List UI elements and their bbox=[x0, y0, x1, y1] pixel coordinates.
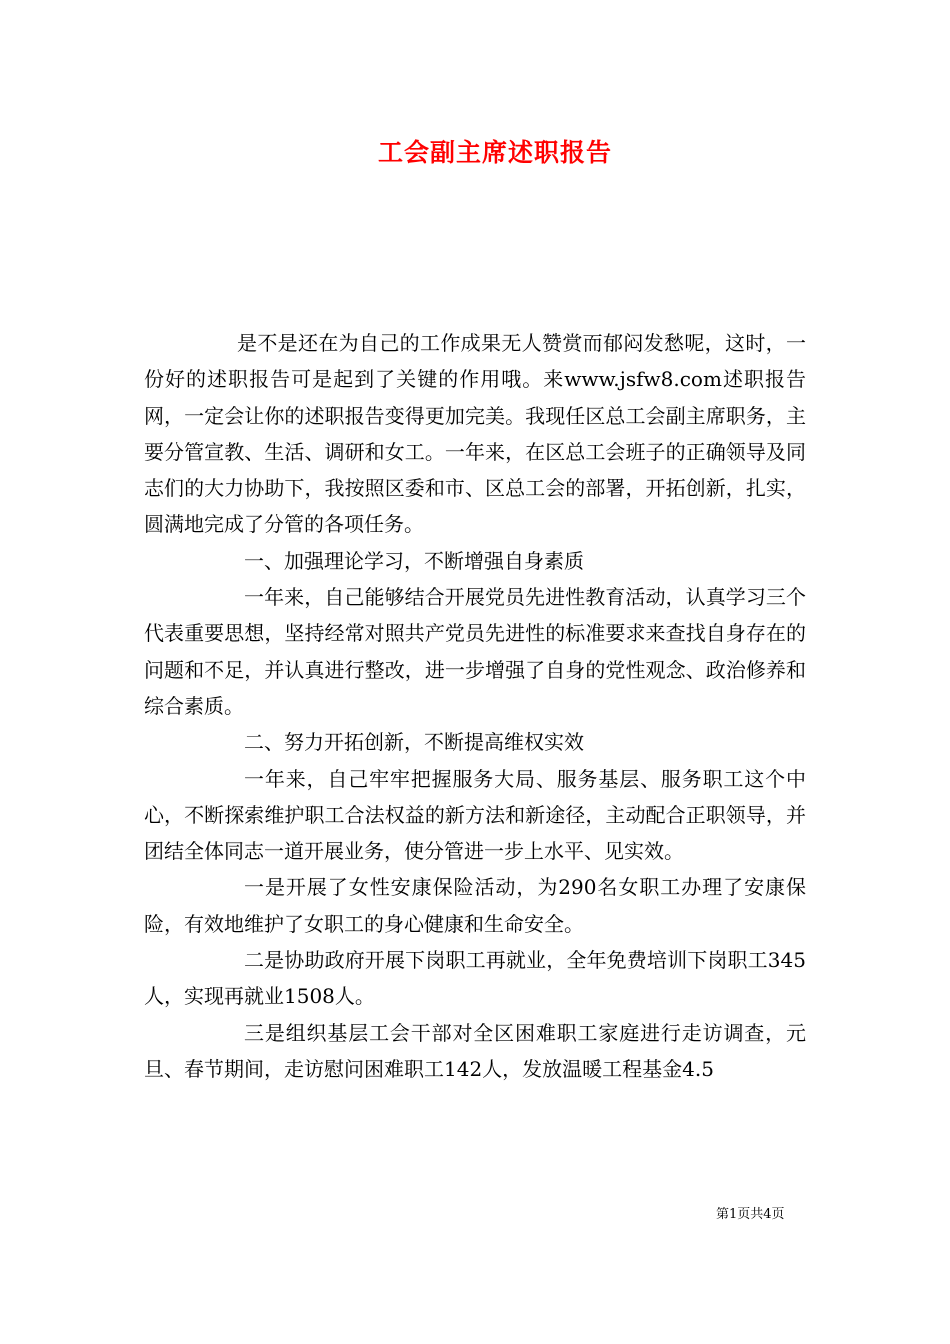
section-heading-1: 一、加强理论学习，不断增强自身素质 bbox=[244, 548, 584, 573]
body-paragraph-4: 二是协助政府开展下岗职工再就业，全年免费培训下岗职工345人，实现再就业1508人。 bbox=[144, 948, 806, 1009]
body-paragraph-3: 一是开展了女性安康保险活动，为290名女职工办理了安康保险，有效地维护了女职工的身心健康和生命安全。 bbox=[144, 875, 806, 936]
body-paragraph-5: 三是组织基层工会干部对全区困难职工家庭进行走访调查，元旦、春节期间，走访慰问困难职工142人，发放温暖工程基金4.5 bbox=[144, 1020, 806, 1081]
body-paragraph-2: 一年来，自己牢牢把握服务大局、服务基层、服务职工这个中心，不断探索维护职工合法权益的新方法和新途径，主动配合正职领导，并团结全体同志一道开展业务，使分管进一步上水平、见实效。 bbox=[144, 766, 806, 864]
document-title: 工会副主席述职报告 bbox=[377, 138, 612, 167]
section-heading-2: 二、努力开拓创新，不断提高维权实效 bbox=[244, 730, 584, 755]
page-number-footer: 第1页共4页 bbox=[716, 1207, 785, 1222]
intro-paragraph: 是不是还在为自己的工作成果无人赞赏而郁闷发愁呢，这时，一份好的述职报告可是起到了关键的作用哦。来www.jsfw8.com述职报告网，一定会让你的述职报告变得更加完美。我现任区总工会副主席职务，主要分管宣教、生活、调研和女工。一年来，在区总工会班子的正确领导及同志们的大力协助下，我按照区委和市、区总工会的部署，开拓创新，扎实，圆满地完成了分管的各项任务。 bbox=[144, 331, 806, 537]
body-paragraph-1: 一年来，自己能够结合开展党员先进性教育活动，认真学习三个代表重要思想，坚持经常对照共产党员先进性的标准要求来查找自身存在的问题和不足，并认真进行整改，进一步增强了自身的党性观念、政治修养和综合素质。 bbox=[144, 585, 806, 718]
document-body bbox=[144, 325, 806, 1087]
